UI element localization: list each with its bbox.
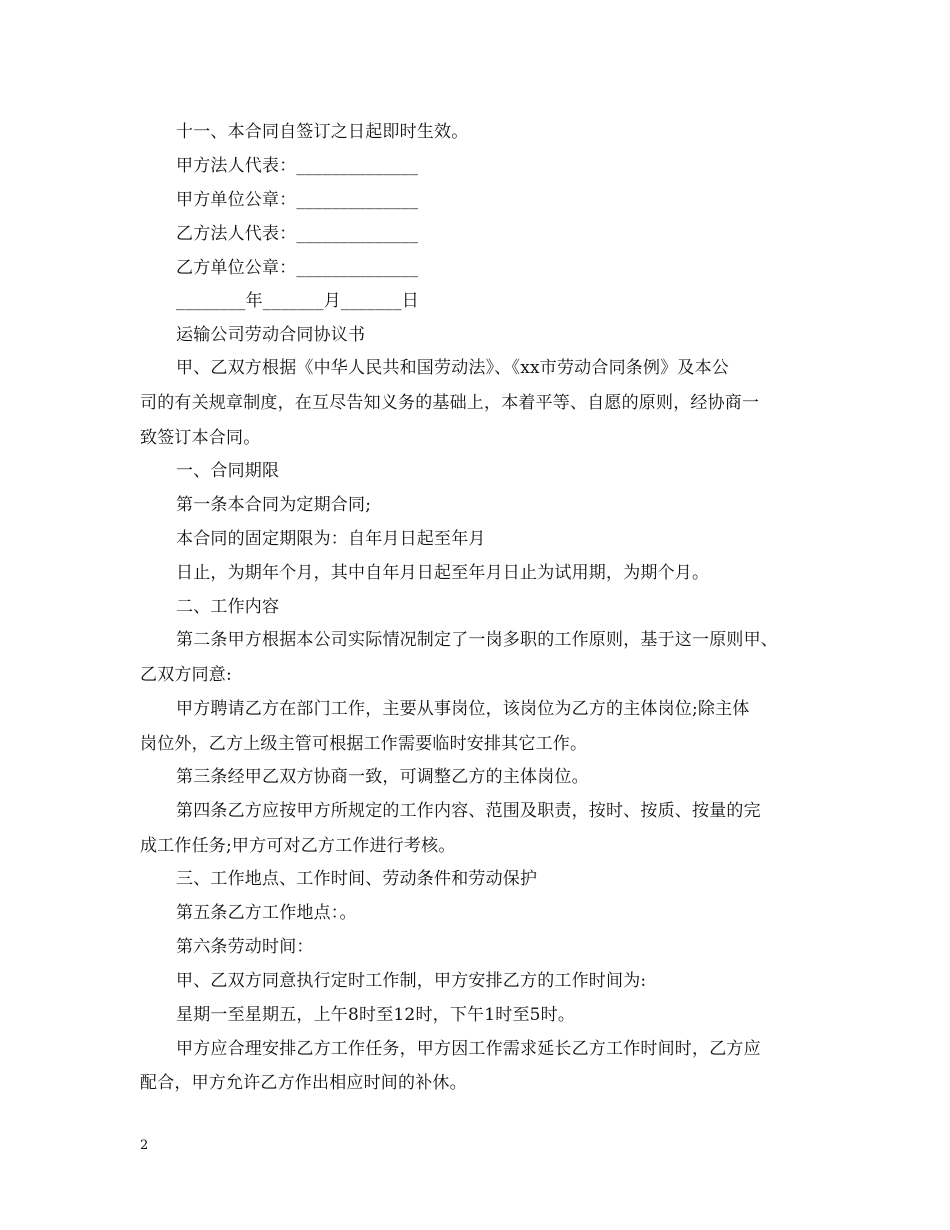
article-4-line-2: 成工作任务;甲方可对乙方工作进行考核。 xyxy=(140,836,456,856)
party-a-seal-field: 甲方单位公章：______________ xyxy=(176,190,419,210)
party-a-legal-rep-field: 甲方法人代表：______________ xyxy=(176,156,419,176)
article-1: 第一条本合同为定期合同; xyxy=(176,495,372,515)
article-2-line-2: 乙双方同意: xyxy=(140,665,232,685)
section-2-heading: 二、工作内容 xyxy=(176,597,280,617)
article-3: 第三条经甲乙双方协商一致，可调整乙方的主体岗位。 xyxy=(176,767,589,787)
job-assignment-line-1: 甲方聘请乙方在部门工作，主要从事岗位，该岗位为乙方的主体岗位;除主体 xyxy=(176,699,750,719)
job-assignment-line-2: 岗位外，乙方上级主管可根据工作需要临时安排其它工作。 xyxy=(140,734,588,754)
preamble-line-3: 致签订本合同。 xyxy=(140,428,261,448)
section-3-heading: 三、工作地点、工作时间、劳动条件和劳动保护 xyxy=(176,869,538,889)
article-6: 第六条劳动时间： xyxy=(176,937,314,957)
party-b-seal-field: 乙方单位公章：______________ xyxy=(176,258,419,278)
working-hours-system: 甲、乙双方同意执行定时工作制，甲方安排乙方的工作时间为: xyxy=(176,971,647,991)
preamble-line-2: 司的有关规章制度，在互尽告知义务的基础上，本着平等、自愿的原则，经协商一 xyxy=(140,393,760,413)
contract-term-line-1: 本合同的固定期限为：自年月日起至年月 xyxy=(176,529,486,549)
article-5: 第五条乙方工作地点：。 xyxy=(176,903,357,923)
document-title: 运输公司劳动合同协议书 xyxy=(176,325,366,345)
contract-term-line-2: 日止，为期年个月，其中自年月日起至年月日止为试用期，为期个月。 xyxy=(176,563,710,583)
party-b-legal-rep-field: 乙方法人代表：______________ xyxy=(176,224,419,244)
page-number: 2 xyxy=(140,1138,149,1153)
section-1-heading: 一、合同期限 xyxy=(176,461,280,481)
overtime-line-2: 配合，甲方允许乙方作出相应时间的补休。 xyxy=(140,1073,467,1093)
article-4-line-1: 第四条乙方应按甲方所规定的工作内容、范围及职责，按时、按质、按量的完 xyxy=(176,801,761,821)
signing-date-field: ________年_______月_______日 xyxy=(176,291,419,311)
overtime-line-1: 甲方应合理安排乙方工作任务，甲方因工作需求延长乙方工作时间时，乙方应 xyxy=(176,1039,761,1059)
preamble-line-1: 甲、乙双方根据《中华人民共和国劳动法》、《xx市劳动合同条例》及本公 xyxy=(176,358,729,378)
working-hours-schedule: 星期一至星期五，上午8时至12时，下午1时至5时。 xyxy=(176,1005,576,1025)
clause-11-effective: 十一、本合同自签订之日起即时生效。 xyxy=(176,122,469,142)
article-2-line-1: 第二条甲方根据本公司实际情况制定了一岗多职的工作原则，基于这一原则甲、 xyxy=(176,630,778,650)
